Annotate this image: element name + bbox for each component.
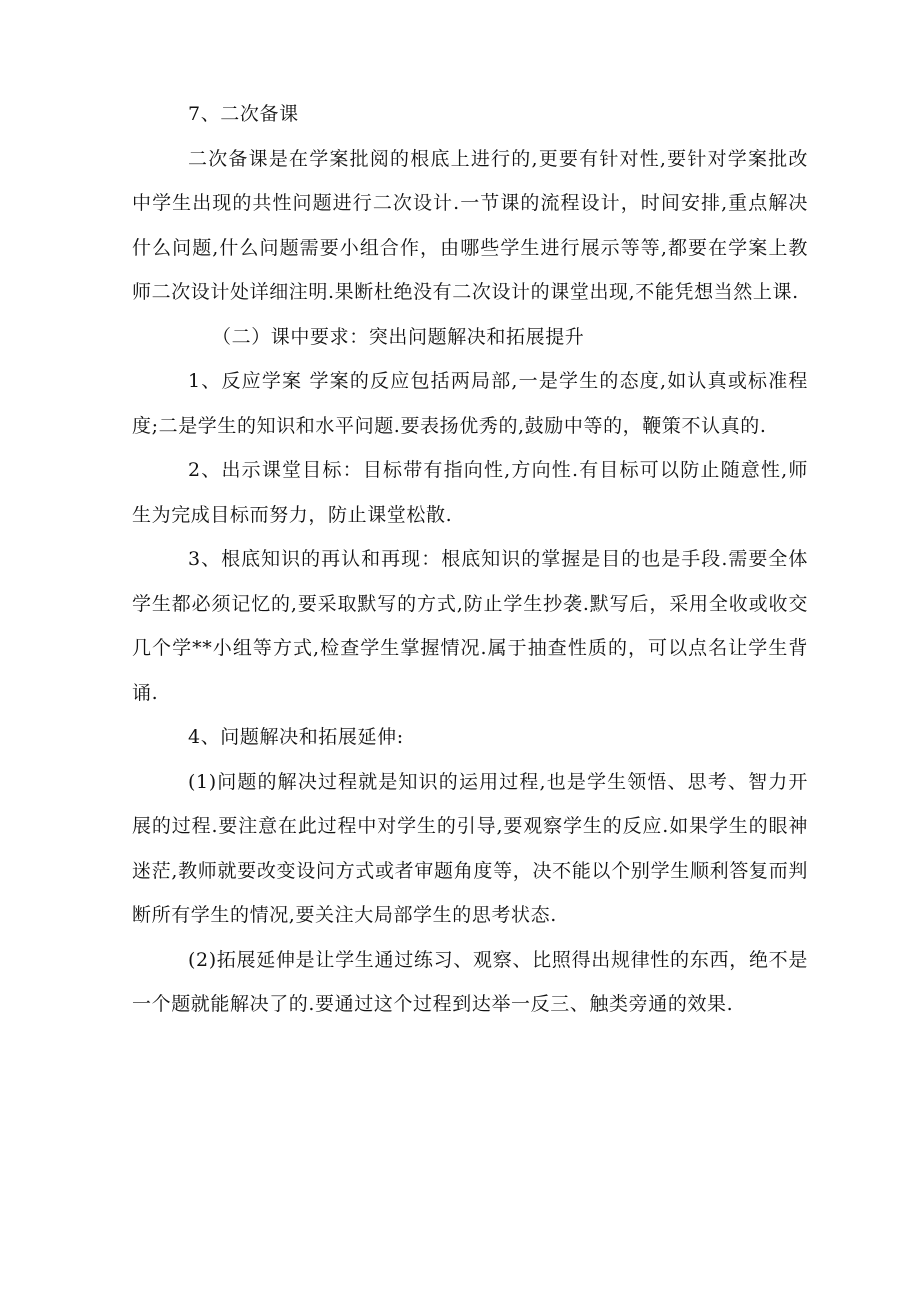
section-heading-in-class: （二）课中要求：突出问题解决和拓展提升 <box>212 325 585 348</box>
paragraph-item-4-heading: 4、问题解决和拓展延伸: <box>188 726 404 748</box>
section-heading-7: 7、二次备课 <box>188 103 299 125</box>
paragraph-item-3: 3、根底知识的再认和再现：根底知识的掌握是目的也是手段.需要全体学生都必须记忆的,要采取默写的方式,防止学生抄袭.默写后，采用全收或收交几个学**小组等方式,检查学生掌握情况.属于抽查性质的，可以点名让学生背诵. <box>132 548 808 704</box>
paragraph-subitem-1: (1)问题的解决过程就是知识的运用过程,也是学生领悟、思考、智力开展的过程.要注意在此过程中对学生的引导,要观察学生的反应.如果学生的眼神迷茫,教师就要改变设问方式或者审题角度等，决不能以个别学生顺利答复而判断所有学生的情况,要关注大局部学生的思考状态. <box>132 770 808 926</box>
paragraph-second-prep: 二次备课是在学案批阅的根底上进行的,更要有针对性,要针对学案批改中学生出现的共性问题进行二次设计.一节课的流程设计，时间安排,重点解决什么问题,什么问题需要小组合作，由哪些学生进行展示等等,都要在学案上教师二次设计处详细注明.果断杜绝没有二次设计的课堂出现,不能凭想当然上课. <box>132 147 808 303</box>
paragraph-item-2: 2、出示课堂目标：目标带有指向性,方向性.有目标可以防止随意性,师生为完成目标而努力，防止课堂松散. <box>132 459 808 526</box>
paragraph-item-1: 1、反应学案 学案的反应包括两局部,一是学生的态度,如认真或标准程度;二是学生的知识和水平问题.要表扬优秀的,鼓励中等的，鞭策不认真的. <box>132 370 808 437</box>
document-body <box>132 92 808 1027</box>
paragraph-subitem-2: (2)拓展延伸是让学生通过练习、观察、比照得出规律性的东西，绝不是一个题就能解决了的.要通过这个过程到达举一反三、触类旁通的效果. <box>132 948 808 1015</box>
